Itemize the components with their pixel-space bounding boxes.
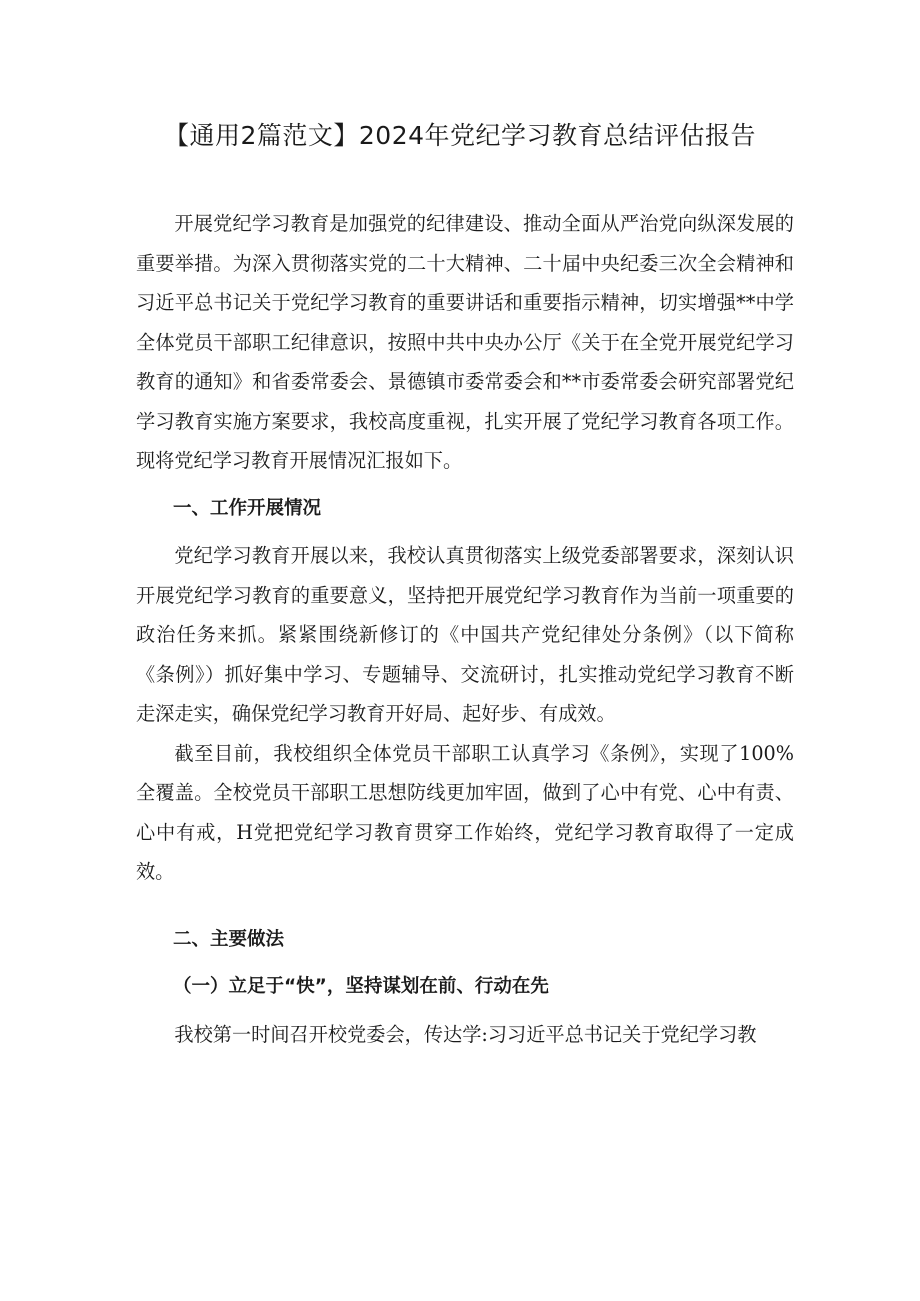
section-heading-work-status: 一、工作开展情况 <box>173 497 322 519</box>
intro-paragraph: 开展党纪学习教育是加强党的纪律建设、推动全面从严治党向纵深发展的重要举措。为深入贯彻落实党的二十大精神、二十届中央纪委三次全会精神和习近平总书记关于党纪学习教育的重要讲话和重要指示精神，切实增强**中学全体党员干部职工纪律意识，按照中共中央办公厅《关于在全党开展党纪学习教育的通知》和省委常委会、景德镇市委常委会和**市委常委会研究部署党纪学习教育实施方案要求，我校高度重视，扎实开展了党纪学习教育各项工作。现将党纪学习教育开展情况汇报如下。 <box>136 212 794 472</box>
work-status-paragraph-1: 党纪学习教育开展以来，我校认真贯彻落实上级党委部署要求，深刻认识开展党纪学习教育的重要意义，坚持把开展党纪学习教育作为当前一项重要的政治任务来抓。紧紧围绕新修订的《中国共产党纪律处分条例》（以下简称《条例》）抓好集中学习、专题辅导、交流研讨，扎实推动党纪学习教育不断走深走实，确保党纪学习教育开好局、起好步、有成效。 <box>136 544 794 725</box>
document-title: 【通用2篇范文】2024年党纪学习教育总结评估报告 <box>163 121 757 150</box>
section-heading-main-practices: 二、主要做法 <box>173 928 285 950</box>
main-practices-paragraph-1: 我校第一时间召开校党委会，传达学:习习近平总书记关于党纪学习教 <box>174 1022 757 1046</box>
work-status-paragraph-2: 截至目前，我校组织全体党员干部职工认真学习《条例》，实现了100%全覆盖。全校党员干部职工思想防线更加牢固，做到了心中有党、心中有责、心中有戒，H党把党纪学习教育贯穿工作始终，党纪学习教育取得了一定成效。 <box>136 741 794 883</box>
subsection-heading-fast: （一）立足于“快”，坚持谋划在前、行动在先 <box>173 976 549 997</box>
